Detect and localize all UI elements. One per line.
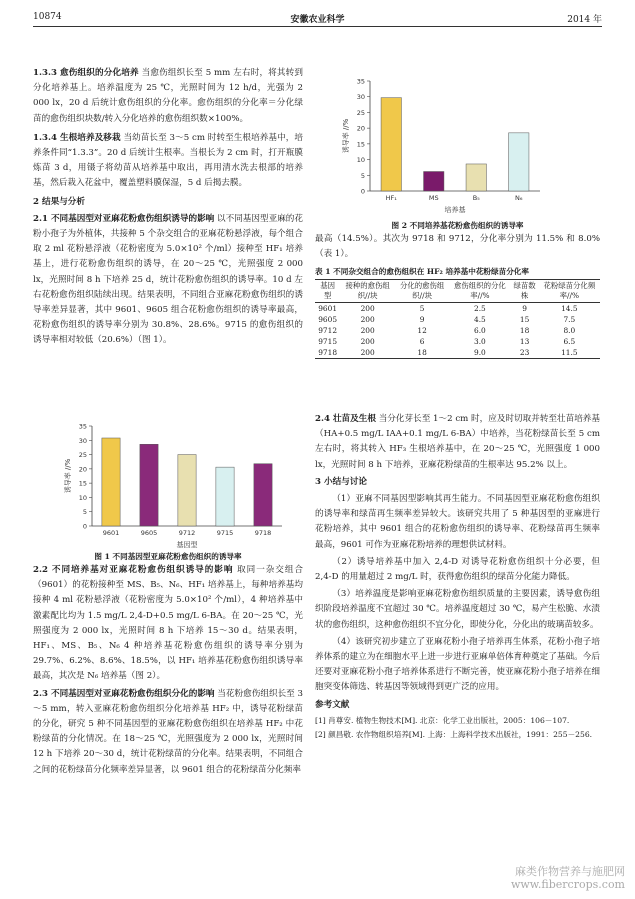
right-column-top	[315, 232, 600, 264]
table-cell: 200	[360, 326, 375, 335]
table-cell: 9	[522, 304, 527, 313]
figure-2-caption: 图 2 不同培养基花粉愈伤组织的诱导率	[391, 221, 524, 230]
table-1	[315, 266, 600, 359]
x-tick-label: 9712	[178, 529, 196, 537]
bar	[178, 455, 196, 526]
year: 2014 年	[567, 15, 602, 25]
reference-1: [1] 肖尊安. 植物生物技术[M]. 北京：化学工业出版社，2005：106－107.	[315, 715, 570, 725]
bar	[509, 133, 529, 191]
x-tick-label: 9715	[216, 529, 234, 537]
table-cell: 7.5	[563, 315, 576, 324]
table-cell: 4.5	[474, 315, 486, 324]
table-cell: 18	[395, 347, 449, 359]
table-row	[315, 314, 600, 325]
table-cell: 200	[360, 337, 375, 346]
x-tick-label: HF₁	[385, 194, 397, 202]
table-cell: 13	[519, 337, 530, 346]
y-tick-label: 35	[78, 422, 87, 431]
bar	[102, 438, 120, 526]
discussion-3: （3）培养温度是影响亚麻花粉愈伤组织质量的主要因素，诱导愈伤组织阶段培养温度不宜超过 30 ℃。培养温度超过 30 ℃，易产生松脆、水渍状的愈伤组织，这种愈伤组织不宜分化，即使分化，分化出的玻璃苗较多。	[315, 589, 600, 630]
table-cell: 11.5	[539, 347, 600, 359]
table-cell: 6.0	[474, 326, 486, 335]
table-cell: 15	[519, 315, 530, 324]
watermark-line-1: 麻类作物营养与施肥网	[515, 865, 625, 878]
y-tick-label: 0	[82, 522, 87, 531]
x-tick-label: B₅	[472, 194, 480, 202]
y-tick-label: 15	[78, 479, 87, 488]
bar	[424, 172, 444, 191]
section-2-2-title: 2.2 不同培养基对亚麻花粉愈伤组织诱导的影响	[33, 565, 234, 575]
table-cell: 9712	[318, 326, 338, 335]
table-cell: 6	[419, 337, 425, 346]
y-tick-label: 15	[356, 140, 365, 149]
table-cell: 14.5	[561, 304, 578, 313]
x-axis-label: 基因型	[176, 541, 198, 549]
page-header	[33, 10, 602, 27]
section-2-3-text: 当花粉愈伤组织长至 3～5 mm，转入亚麻花粉愈伤组织分化培养基 HF₂ 中，诱导花粉绿苗的分化，研究 5 种不同基因型的亚麻花粉愈伤组织在培养基 HF₂ 中花粉绿苗的分化情况。在 18～25 ℃，光照强度为 2 000 lx，光照时间 12 h 下培养 20～30 d，统计花粉绿苗的分化率。结果表明，不同组合之间的花粉绿苗分化频率差异显著，以 9601 组合的花粉绿苗分化频率	[33, 688, 303, 775]
y-axis-label: 诱导率 //%	[342, 118, 350, 154]
table-header-cell: 绿苗数株	[511, 280, 539, 303]
y-tick-label: 5	[82, 508, 87, 517]
left-column-top	[33, 66, 303, 351]
y-tick-label: 0	[360, 187, 365, 196]
discussion-1: （1）亚麻不同基因型影响其再生能力。不同基因型亚麻花粉愈伤组织的诱导率和绿苗再生频率差异较大。该研究共用了 5 种基因型的亚麻进行花粉培养，其中 9601 组合的花粉愈伤组织的诱导率、花粉绿苗再生频率最高，9601 可作为亚麻花粉培养的理想供试材料。	[315, 494, 600, 550]
reference-2: [2] 颜昌敬. 农作物组织培养[M]. 上海：上海科学技术出版社，1991：255－256.	[315, 729, 593, 739]
table-cell: 200	[360, 304, 375, 313]
table-header-cell: 花粉绿苗分化频率//%	[539, 280, 600, 303]
section-1-3-4-title: 1.3.4 生根培养及移栽	[33, 132, 121, 143]
y-tick-label: 25	[78, 451, 87, 460]
table-row	[315, 325, 600, 336]
table-header-cell: 分化的愈伤组织//块	[395, 280, 449, 303]
bar	[381, 98, 401, 191]
references-title: 参考文献	[315, 699, 350, 710]
bar	[140, 444, 158, 526]
section-2-4-text: 当分化芽长至 1～2 cm 时，应及时切取并转至壮苗培养基（HA+0.5 mg/L IAA+0.1 mg/L 6-BA）中培养，当花粉绿苗长至 5 cm 左右时，将其转入 HF₃ 生根培养基中，在 20～25 ℃，光照强度 1 000 lx，光照时间 8 h 下培养，亚麻花粉绿苗的生根率达 95.2% 以上。	[315, 414, 601, 470]
y-tick-label: 5	[360, 171, 365, 180]
section-1-3-3-text: 当愈伤组织长至 5 mm 左右时，将其转到分化培养基上。培养温度为 25 ℃，光照时间为 12 h/d，光强为 2 000 lx，20 d 后统计愈伤组织的分化率。愈伤组织的分化率＝分化绿苗的愈伤组织块数/转入分化培养的愈伤组织数×100%。	[33, 68, 303, 124]
watermark-line-2: www.fibercrops.com	[510, 878, 625, 891]
y-tick-label: 30	[356, 93, 365, 102]
y-tick-label: 20	[78, 465, 87, 474]
left-column-bottom	[33, 563, 303, 780]
x-tick-label: N₆	[515, 194, 523, 202]
table-cell: 9.0	[449, 347, 510, 359]
right-column-bottom	[315, 412, 600, 743]
section-2-1-text: 以不同基因型亚麻的花粉小孢子为外植体，共接种 5 个杂交组合的亚麻花粉悬浮液，每个组合取 2 ml 花粉悬浮液（花粉密度为 5.0×10² 个/ml）接种至 HF₁ 培养基上，进行花粉愈伤组织的诱导，在 20～25 ℃，光照强度 2 000 lx，光照时间 8 h 下培养 25 d，统计花粉愈伤组织的诱导率。10 d 左右花粉愈伤组织陆续出现。结果表明，不同组合亚麻花粉愈伤组织的诱导率差异显著，其中 9601、9605 组合花粉愈伤组织的诱导率最高，花粉愈伤组织的诱导率分别为 30.8%、28.6%。9715 的愈伤组织的诱导率相对较低（20.6%）（图 1）。	[33, 213, 303, 346]
discussion-4: （4）该研究初步建立了亚麻花粉小孢子培养再生体系，花粉小孢子培养体系的建立为在细胞水平上进一步进行亚麻单倍体育种奠定了基础。今后还要对亚麻花粉小孢子培养体系进行不断完善，使亚麻花粉小孢子培养在细胞突变体筛选、转基因等领域得到更广泛的应用。	[315, 636, 600, 693]
y-tick-label: 10	[78, 493, 87, 502]
x-axis-label: 培养基	[444, 206, 466, 214]
section-1-3-3-title: 1.3.3 愈伤组织的分化培养	[33, 68, 139, 78]
bar	[466, 164, 486, 191]
table-cell: 9718	[315, 347, 340, 359]
y-axis-label: 诱导率 //%	[64, 458, 72, 494]
table-cell: 9605	[318, 315, 338, 324]
x-tick-label: MS	[428, 194, 439, 202]
table-cell: 5	[419, 304, 425, 313]
table-row	[315, 347, 600, 359]
table-cell: 23	[511, 347, 539, 359]
table-header-cell: 接种的愈伤组织//块	[340, 280, 395, 303]
bar	[254, 464, 272, 526]
y-tick-label: 30	[78, 436, 87, 445]
y-tick-label: 20	[356, 124, 365, 133]
x-tick-label: 9601	[102, 529, 120, 537]
section-2-2-text: 取同一杂交组合（9601）的花粉接种至 MS、B₅、N₆、HF₁ 培养基上，每种培养基均接种 4 ml 花粉悬浮液（花粉密度为 5.0×10² 个/ml），4 种培养基中激素配比均为 1.5 mg/L 2,4-D+0.5 mg/L 6-BA。在 20～25 ℃，光照强度为 2 000 lx，光照时间 8 h 下培养 15～30 d。结果表明，HF₁、MS、B₅、N₆ 4 种培养基花粉愈伤组织的诱导率分别为 29.7%、6.2%、8.6%、18.5%，以 HF₁ 培养基花粉愈伤组织诱导率最高，其次是 N₆ 培养基（图 2）。	[33, 565, 303, 682]
bar	[216, 467, 234, 526]
watermark	[511, 865, 625, 891]
x-tick-label: 9718	[254, 529, 272, 537]
journal-name: 安徽农业科学	[290, 15, 345, 25]
y-tick-label: 25	[356, 108, 365, 117]
table-row	[315, 336, 600, 347]
table-cell: 6.5	[563, 337, 576, 346]
y-tick-label: 35	[356, 77, 365, 86]
table-cell: 8.0	[563, 326, 576, 335]
section-1-3-4-text: 当幼苗长至 3～5 cm 时转至生根培养基中，培养条件同“1.3.3”。20 d 后统计生根率。当根长为 2 cm 时，打开瓶膜炼苗 3 d，用镊子将幼苗从培养基中取出，再用清水洗去根部的培养基，然后栽入花盆中，覆盖塑料膜保湿，5 d 后揭去膜。	[33, 132, 304, 189]
section-2-4-title: 2.4 壮苗及生根	[315, 414, 376, 424]
table-cell: 3.0	[474, 337, 486, 346]
table-header-cell: 基因型	[315, 280, 340, 303]
figure-1-caption: 图 1 不同基因型亚麻花粉愈伤组织的诱导率	[94, 552, 242, 561]
table-header-cell: 愈伤组织的分化率//%	[449, 280, 510, 303]
table-1-title: 表 1 不同杂交组合的愈伤组织在 HF₂ 培养基中花粉绿苗分化率	[315, 267, 529, 276]
continued-text: 最高（14.5%）。其次为 9718 和 9712，分化率分别为 11.5% 和 8.0%（表 1）。	[315, 234, 600, 260]
table-1-grid	[315, 279, 600, 359]
section-2-1-title: 2.1 不同基因型对亚麻花粉愈伤组织诱导的影响	[33, 213, 215, 224]
y-tick-label: 10	[356, 156, 365, 165]
table-cell: 18	[519, 326, 530, 335]
figure-2-chart	[330, 75, 550, 220]
section-3-title: 3 小结与讨论	[315, 476, 367, 487]
x-tick-label: 9605	[140, 529, 158, 537]
table-cell: 9	[419, 315, 425, 324]
figure-1-chart	[50, 420, 290, 555]
discussion-2: （2）诱导培养基中加入 2,4-D 对诱导花粉愈伤组织十分必要，但 2,4-D 的用量超过 2 mg/L 时，获得愈伤组织的绿苗分化能力降低。	[315, 556, 600, 583]
table-cell: 2.5	[474, 304, 486, 313]
section-2-title: 2 结果与分析	[33, 196, 85, 207]
table-cell: 200	[360, 315, 375, 324]
page-number: 10874	[33, 12, 62, 22]
figure-1	[50, 420, 290, 555]
figure-2	[330, 75, 550, 220]
section-2-3-title: 2.3 不同基因型对亚麻花粉愈伤组织分化的影响	[33, 688, 215, 699]
table-cell: 200	[340, 347, 395, 359]
table-cell: 12	[417, 326, 427, 335]
table-cell: 9715	[318, 337, 338, 346]
table-row	[315, 303, 600, 315]
table-cell: 9601	[318, 304, 338, 313]
